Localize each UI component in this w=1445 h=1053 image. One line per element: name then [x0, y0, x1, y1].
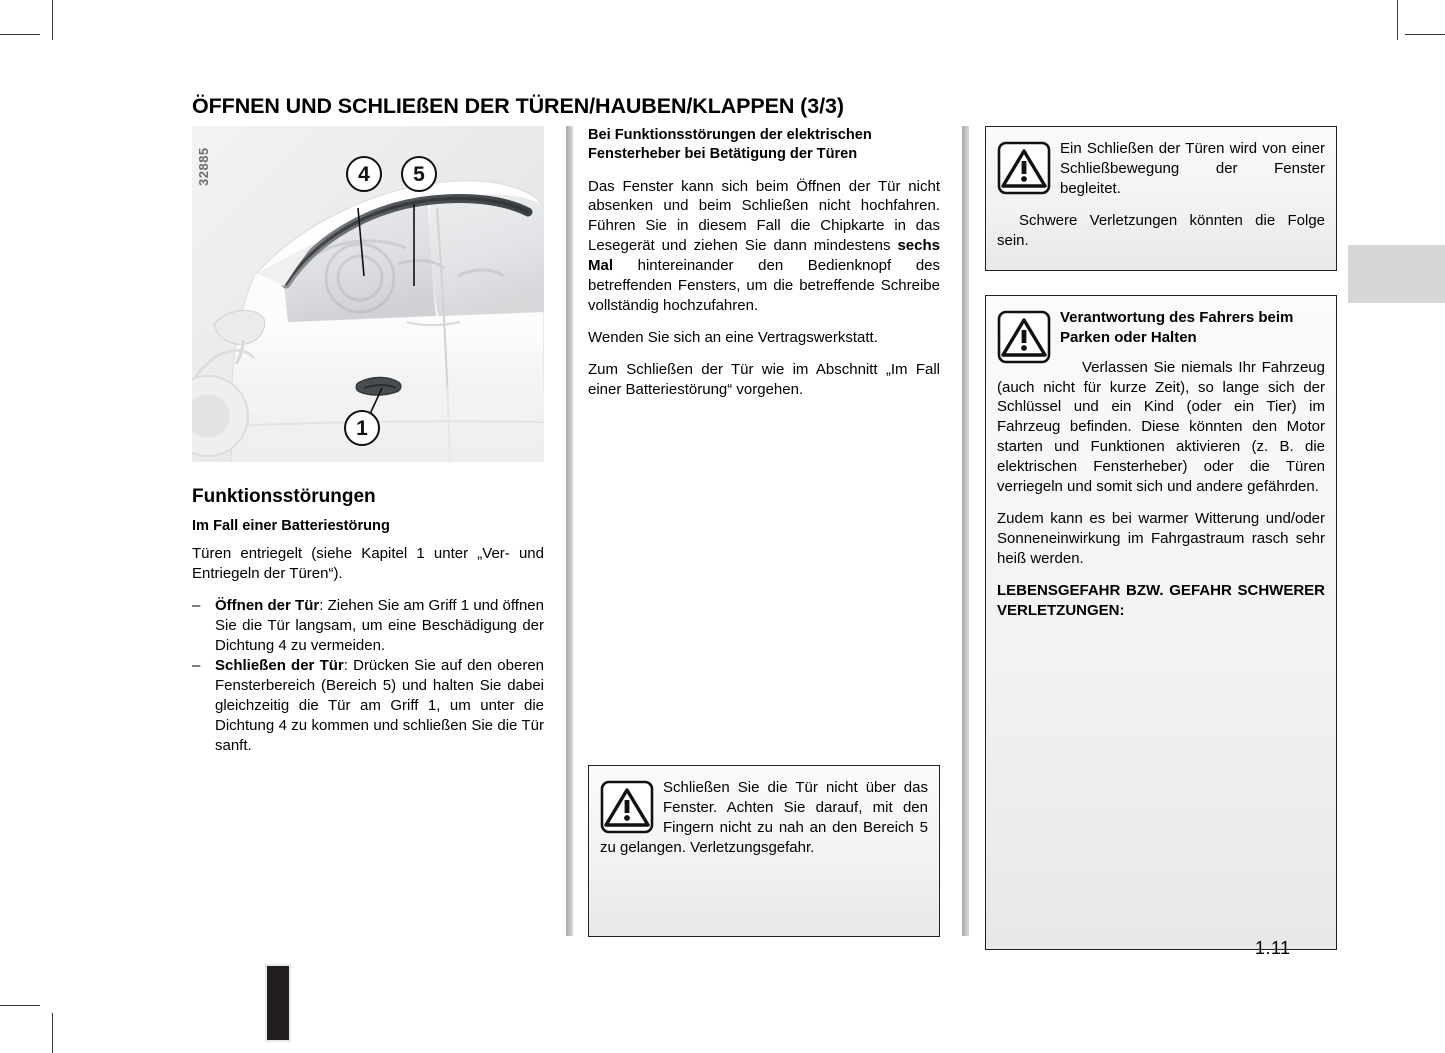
cropmark-top-right-horizontal [1405, 34, 1445, 35]
instruction-list [192, 596, 544, 756]
svg-text:4: 4 [358, 163, 370, 186]
cropmark-top-left-horizontal [0, 34, 40, 35]
list-dash: – [192, 596, 201, 614]
page-edge-tab-bottom [265, 964, 291, 1042]
paragraph-intro: Türen entriegelt (siehe Kapitel 1 unter „Ver- und Entriegeln der Türen“). [192, 545, 544, 583]
warning-box-driver-responsibility [985, 295, 1337, 950]
emphasis-sechs-mal: sechs Mal [588, 237, 940, 275]
middle-paragraph-2: Wenden Sie sich an eine Vertragswerkstatt. [588, 329, 878, 347]
warning-text-1: Verlassen Sie niemals Ihr Fahrzeug (auch nicht für kurze Zeit), so lange sich der Schlüssel und ein Kind (oder ein Tier) im Fahrzeug befinden. Diese könnten den Motor starten und Funktionen aktivieren (z. B. die elektrischen Fensterheber) oder die Türen verriegeln und somit sich und andere gefährden. [997, 358, 1325, 496]
figure-car-door-window [192, 126, 544, 462]
middle-column [588, 126, 940, 400]
warning-triangle-icon [997, 141, 1051, 195]
warning-text-2: Schwere Verletzungen könnten die Folge sein. [997, 211, 1325, 249]
callout-1 [345, 411, 379, 445]
right-column [985, 126, 1337, 950]
list-item-lead: Öffnen der Tür [215, 596, 320, 614]
svg-text:1: 1 [356, 417, 368, 440]
warning-heading: Verantwortung des Fahrers beim Parken oder Halten [1060, 309, 1294, 346]
warning-text: Schließen Sie die Tür nicht über das Fenster. Achten Sie darauf, mit den Fingern nicht zu nah an den Bereich 5 zu gelangen. Verletzungsgefahr. [600, 779, 928, 856]
car-illustration [192, 126, 544, 462]
cropmark-bottom-left-horizontal [0, 1005, 40, 1006]
page-number: 1.11 [1255, 938, 1291, 958]
page-edge-tab-right [1348, 245, 1445, 303]
list-item [192, 596, 544, 656]
list-item-lead: Schließen der Tür [215, 656, 344, 674]
warning-text-1: Ein Schließen der Türen wird von einer Schließbewegung der Fenster begleitet. [1060, 140, 1325, 197]
column-separator-right [962, 126, 969, 936]
sub-title-batteriestoerung: Im Fall einer Batteriestörung [192, 517, 390, 534]
cropmark-top-right-vertical [1397, 0, 1398, 40]
warning-box-door-window [588, 765, 940, 937]
section-title-funktionsstoerungen: Funktionsstörungen [192, 486, 376, 507]
warning-box-closing-doors [985, 126, 1337, 271]
callout-5 [402, 157, 436, 191]
warning-triangle-icon [997, 310, 1051, 364]
svg-text:5: 5 [413, 163, 425, 186]
middle-column-heading: Bei Funktionsstörungen der elektrischen Fensterheber bei Betätigung der Türen [588, 127, 872, 163]
cropmark-top-left-vertical [52, 0, 53, 40]
left-column [192, 126, 544, 755]
middle-paragraph-1: Das Fenster kann sich beim Öffnen der Tür nicht absenken und beim Schließen nicht hochfahren. Führen Sie in diesem Fall die Chipkarte in das Lesegerät und ziehen Sie dann mindestens sechs Mal hintereinander den Bedienknopf des betreffenden Fensters, um die betreffende Schreibe vollständig hochzufahren. [588, 177, 940, 315]
page-title: ÖFFNEN UND SCHLIEßEN DER TÜREN/HAUBEN/KLAPPEN (3/3) [192, 94, 844, 119]
list-dash: – [192, 656, 201, 674]
column-separator-middle [566, 126, 573, 936]
callout-4 [347, 157, 381, 191]
warning-text-3: LEBENSGEFAHR BZW. GEFAHR SCHWERER VERLETZUNGEN: [997, 581, 1325, 619]
list-item [192, 656, 544, 756]
cropmark-bottom-left-vertical [52, 1013, 53, 1053]
list-item-text: : Drücken Sie auf den oberen Fensterbereich (Bereich 5) und halten Sie dabei gleichzeitig die Tür am Griff 1, um unter die Dichtung 4 zu kommen und schließen Sie die Tür sanft. [215, 656, 544, 754]
middle-paragraph-3: Zum Schließen der Tür wie im Abschnitt „Im Fall einer Batteriestörung“ vorgehen. [588, 361, 940, 398]
warning-triangle-icon [600, 780, 654, 834]
warning-text-2: Zudem kann es bei warmer Witterung und/oder Sonneneinwirkung im Fahrgastraum rasch sehr heiß werden. [997, 510, 1325, 568]
list-item-text: : Ziehen Sie am Griff 1 und öffnen Sie die Tür langsam, um eine Beschädigung der Dichtung 4 zu vermeiden. [215, 596, 544, 654]
figure-id-label: 32885 [196, 147, 211, 186]
